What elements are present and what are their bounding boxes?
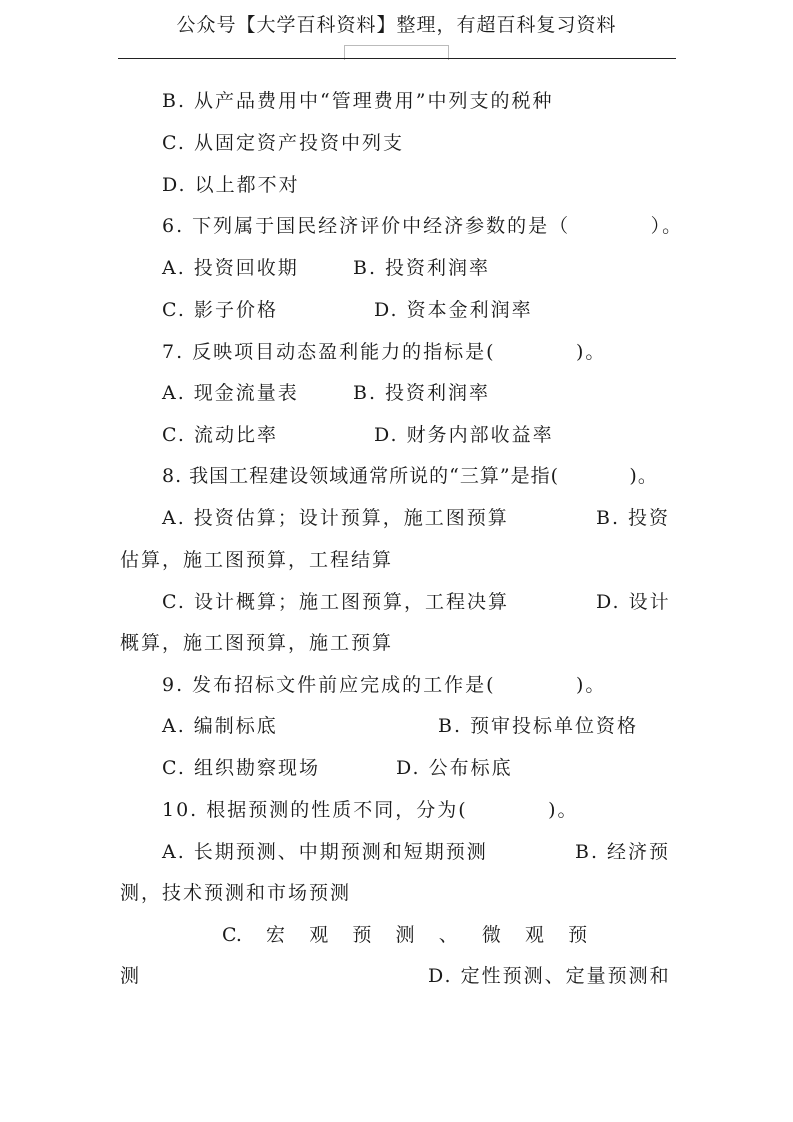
- q7-option-c: C. 流动比率: [162, 424, 278, 446]
- q6-option-d: D. 资本金利润率: [374, 299, 533, 321]
- q8-option-a: A. 投资估算；设计预算，施工图预算: [162, 507, 509, 529]
- q8-option-b-cont: 估算，施工图预算，工程结算: [120, 549, 394, 571]
- header-divider: [118, 58, 676, 59]
- q10-option-d: D. 定性预测、定量预测和: [428, 965, 671, 987]
- q9-option-b: B. 预审投标单位资格: [438, 715, 639, 737]
- question-6: 6. 下列属于国民经济评价中经济参数的是（ ）。: [162, 215, 684, 237]
- q9-option-d: D. 公布标底: [396, 757, 513, 779]
- q8-option-b: B. 投资: [596, 507, 671, 529]
- q10-option-a: A. 长期预测、中期预测和短期预测: [162, 841, 488, 863]
- q6-option-c: C. 影子价格: [162, 299, 278, 321]
- q8-option-d: D. 设计: [596, 591, 671, 613]
- option-line: C. 从固定资产投资中列支: [162, 132, 404, 154]
- q10-option-c: C. 宏 观 预 测 、 微 观 预: [222, 924, 588, 946]
- question-10: 10. 根据预测的性质不同，分为( )。: [162, 799, 579, 821]
- question-9: 9. 发布招标文件前应完成的工作是( )。: [162, 674, 607, 696]
- q10-option-b-cont: 测，技术预测和市场预测: [120, 882, 352, 904]
- q6-option-b: B. 投资利润率: [353, 257, 491, 279]
- q6-option-a: A. 投资回收期: [162, 257, 299, 279]
- q8-option-d-cont: 概算，施工图预算，施工预算: [120, 632, 394, 654]
- question-8: 8. 我国工程建设领域通常所说的“三算”是指( )。: [162, 465, 658, 487]
- q10-option-b: B. 经济预: [575, 841, 671, 863]
- option-line: B. 从产品费用中“管理费用”中列支的税种: [162, 90, 554, 112]
- q7-option-d: D. 财务内部收益率: [374, 424, 554, 446]
- header-title: 公众号【大学百科资料】整理，有超百科复习资料: [176, 14, 617, 36]
- q9-option-a: A. 编制标底: [162, 715, 278, 737]
- q7-option-b: B. 投资利润率: [353, 382, 491, 404]
- q9-option-c: C. 组织勘察现场: [162, 757, 320, 779]
- option-line: D. 以上都不对: [162, 174, 300, 196]
- q8-option-c: C. 设计概算；施工图预算，工程决算: [162, 591, 509, 613]
- q10-option-c-cont: 测: [120, 965, 142, 987]
- question-7: 7. 反映项目动态盈利能力的指标是( )。: [162, 341, 607, 363]
- q7-option-a: A. 现金流量表: [162, 382, 299, 404]
